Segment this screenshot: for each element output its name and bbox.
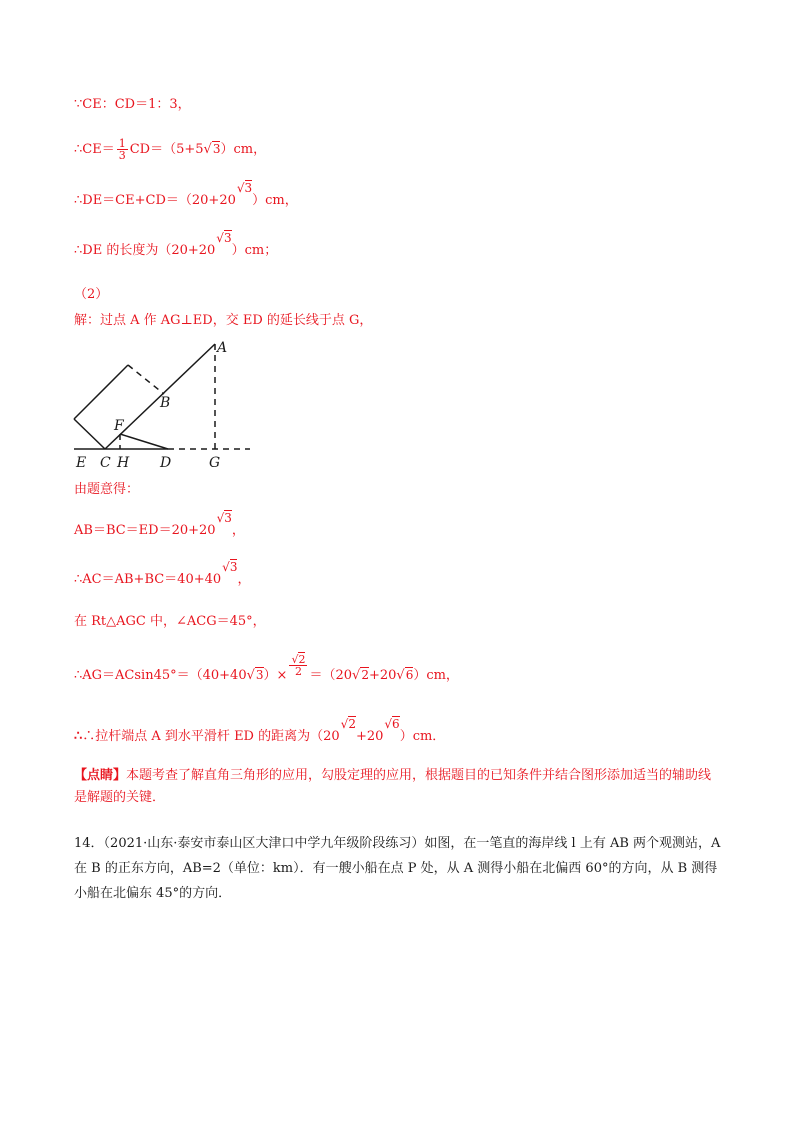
dianjing-note — [74, 765, 724, 809]
label-f: F — [114, 418, 124, 434]
label-c: C — [100, 455, 111, 471]
label-e: E — [76, 455, 87, 471]
line-ce-value: ∴CE＝ $\frac{1}{3}$ CD＝（5+5√3）cm， — [74, 137, 267, 162]
line-distance-answer: ∴∴拉杆端点 A 到水平滑杆 ED 的距离为（20√2+20√6）cm． — [74, 717, 446, 744]
line-ab-bc-ed: AB＝BC＝ED＝20+20√3， — [74, 511, 245, 538]
label-a: A — [217, 340, 228, 356]
dianjing-text: 本题考查了解直角三角形的应用，勾股定理的应用，根据题目的已知条件并结合图形添加适当的辅助线是解题的关键． — [74, 768, 712, 805]
geometry-figure — [70, 336, 260, 471]
rect-left-side — [74, 365, 128, 419]
rect-top-side — [128, 365, 164, 394]
line-ce-cd-ratio: ∵CE：CD＝1：3， — [74, 97, 191, 112]
question-14: 14．（2021·山东·泰安市泰山区大津口中学九年级阶段练习）如图，在一笔直的海岸线 l 上有 AB 两个观测站，A 在 B 的正东方向，AB=2（单位：km）．有一艘小船在点 P 处，从 A 测得小船在北偏西 60°的方向，从 B 测得小船在北偏东 45°的方向． — [74, 836, 721, 901]
line-right-triangle: 在 Rt△AGC 中，∠ACG＝45°， — [74, 614, 266, 629]
label-h: H — [117, 455, 130, 471]
line-ac-sum: ∴AC＝AB+BC＝40+40√3， — [74, 560, 251, 587]
given-intro: 由题意得： — [74, 482, 140, 497]
label-b: B — [160, 395, 171, 411]
part-2-label: （2） — [74, 287, 109, 302]
dianjing-tag: 【点睛】 — [74, 768, 127, 783]
label-g: G — [209, 455, 221, 471]
label-d: D — [160, 455, 172, 471]
segment-fd — [120, 434, 168, 449]
line-de-sum: ∴DE＝CE+CD＝（20+20√3）cm， — [74, 181, 298, 208]
solution-intro: 解：过点 A 作 AG⊥ED，交 ED 的延长线于点 G， — [74, 313, 373, 328]
rect-bottom-side — [74, 419, 105, 449]
line-ag-calc: ∴AG＝ACsin45°＝（40+40√3）× $\frac{√2}{2}$ ＝（20√2+20√6）cm， — [74, 653, 459, 683]
line-de-length: ∴DE 的长度为（20+20√3）cm； — [74, 231, 278, 258]
